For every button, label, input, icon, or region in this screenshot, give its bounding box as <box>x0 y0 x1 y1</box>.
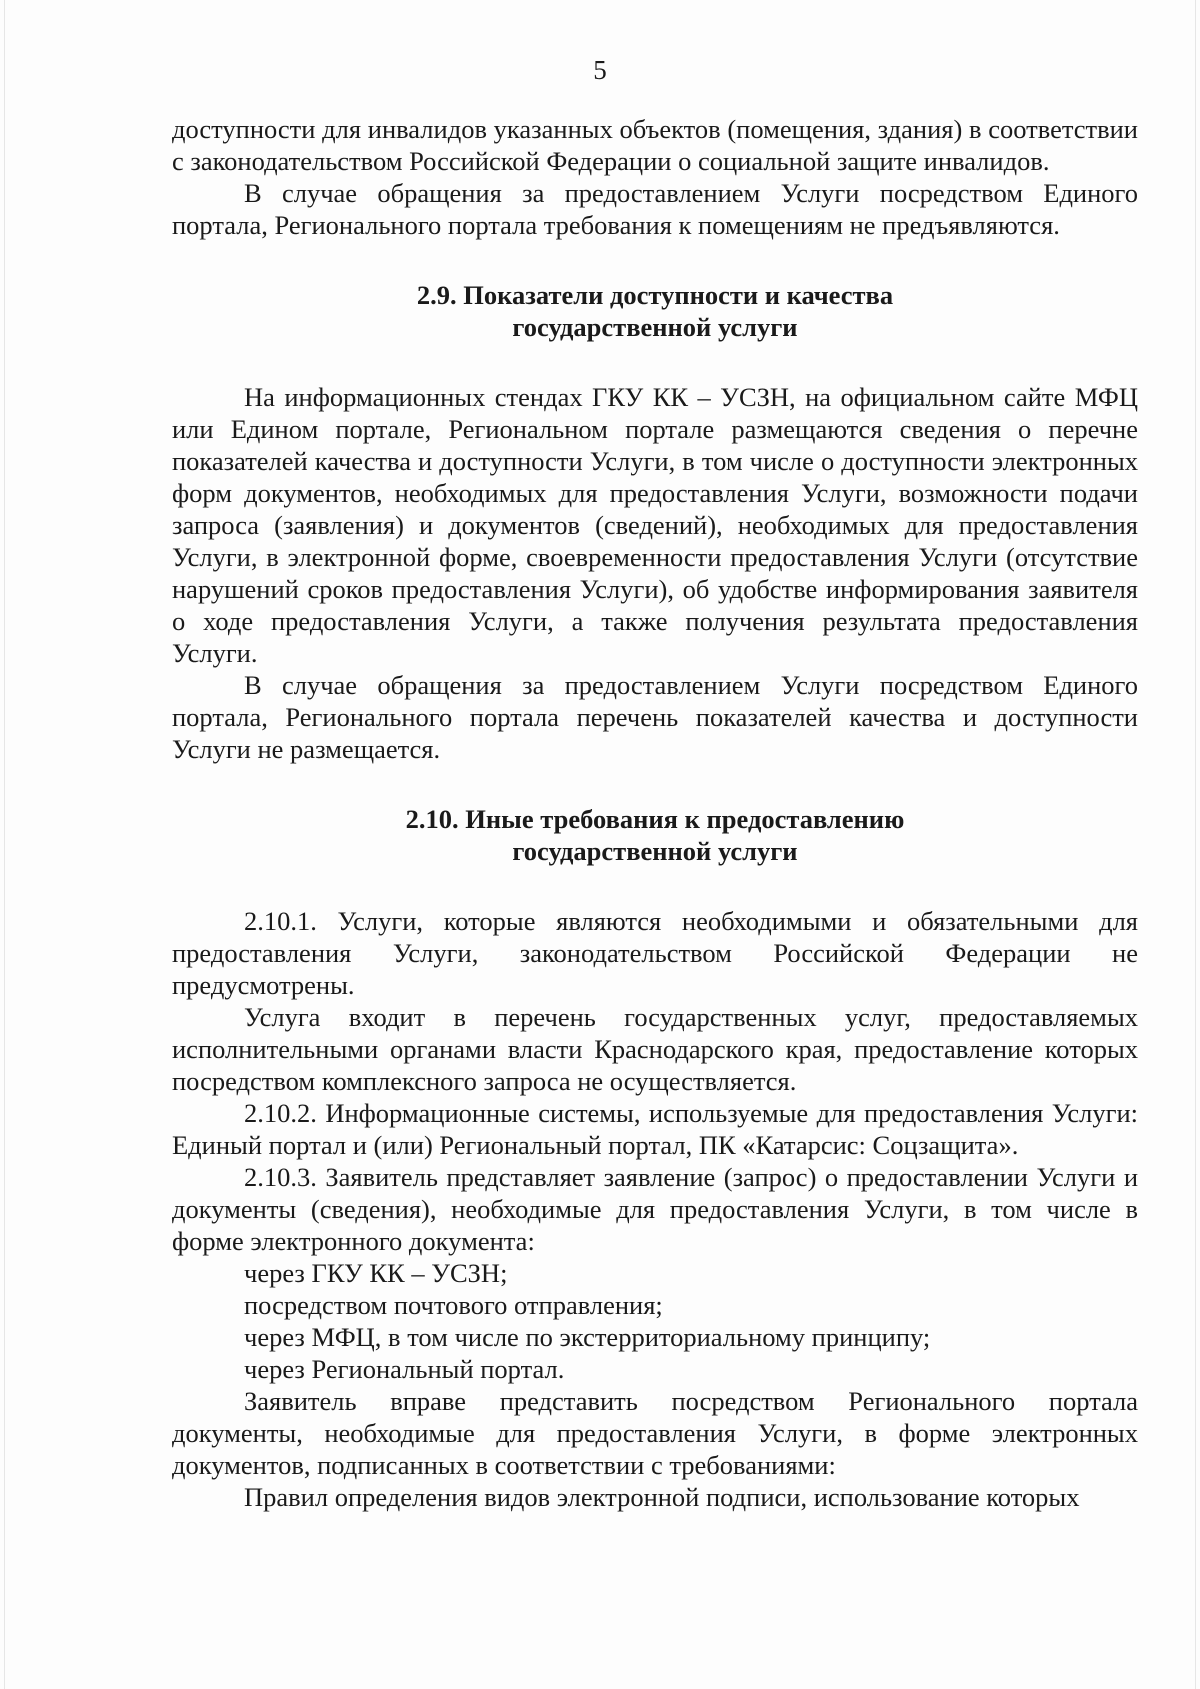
closing-paragraph-1: Заявитель вправе представить посредством Регионального портала документы, необходимые для предоставления Услуги, в форме электронных документов, подписанных в соответствии с требованиями: <box>172 1386 1138 1480</box>
list-item: через МФЦ, в том числе по экстерриториальному принципу; <box>244 1322 931 1352</box>
scan-edge-right <box>1195 0 1196 1689</box>
section-2-9-title-line1: 2.9. Показатели доступности и качества <box>416 280 894 310</box>
section-2-10-paragraph-4: 2.10.3. Заявитель представляет заявление (запрос) о предоставлении Услуги и документы (сведения), необходимые для предоставления Услуги, в том числе в форме электронного документа: <box>172 1162 1138 1256</box>
list-item: через ГКУ КК – УСЗН; <box>244 1258 508 1288</box>
list-item: посредством почтового отправления; <box>244 1290 663 1320</box>
page-number: 5 <box>593 55 607 85</box>
list-item: через Региональный портал. <box>244 1354 565 1384</box>
section-2-9-heading <box>172 279 1138 343</box>
scan-edge-left <box>4 0 5 1689</box>
intro-paragraph-2: В случае обращения за предоставлением Услуги посредством Единого портала, Регионального портала требования к помещениям не предъявляются. <box>172 178 1138 240</box>
intro-paragraph-1: доступности для инвалидов указанных объектов (помещения, здания) в соответствии с законодательством Российской Федерации о социальной защите инвалидов. <box>172 114 1138 176</box>
closing-paragraph-2: Правил определения видов электронной подписи, использование которых <box>244 1482 1080 1512</box>
section-2-9-paragraph-1: На информационных стендах ГКУ КК – УСЗН, на официальном сайте МФЦ или Едином портале, Региональном портале размещаются сведения о перечне показателей качества и доступности Услуги, в том числе о доступности электронных форм документов, необходимых для предоставления Услуги, возможности подачи запроса (заявления) и документов (сведений), необходимых для предоставления Услуги, в электронной форме, своевременности предоставления Услуги (отсутствие нарушений сроков предоставления Услуги), об удобстве информирования заявителя о ходе предоставления Услуги, а также получения результата предоставления Услуги. <box>172 382 1138 668</box>
section-2-10-paragraph-2: Услуга входит в перечень государственных услуг, предоставляемых исполнительными органами власти Краснодарского края, предоставление которых посредством комплексного запроса не осуществляется. <box>172 1002 1138 1096</box>
section-2-10-heading <box>172 803 1138 867</box>
section-2-10-title-line2: государственной услуги <box>512 836 798 866</box>
section-2-10-paragraph-1: 2.10.1. Услуги, которые являются необходимыми и обязательными для предоставления Услуги, законодательством Российской Федерации не предусмотрены. <box>172 906 1138 1000</box>
section-2-9-title-line2: государственной услуги <box>512 312 798 342</box>
section-2-10-title-line1: 2.10. Иные требования к предоставлению <box>405 804 905 834</box>
section-2-10-paragraph-3: 2.10.2. Информационные системы, используемые для предоставления Услуги: Единый портал и (или) Региональный портал, ПК «Катарсис: Соцзащита». <box>172 1098 1138 1160</box>
document-body <box>172 113 1138 1513</box>
section-2-9-paragraph-2: В случае обращения за предоставлением Услуги посредством Единого портала, Регионального портала перечень показателей качества и доступности Услуги не размещается. <box>172 670 1138 764</box>
